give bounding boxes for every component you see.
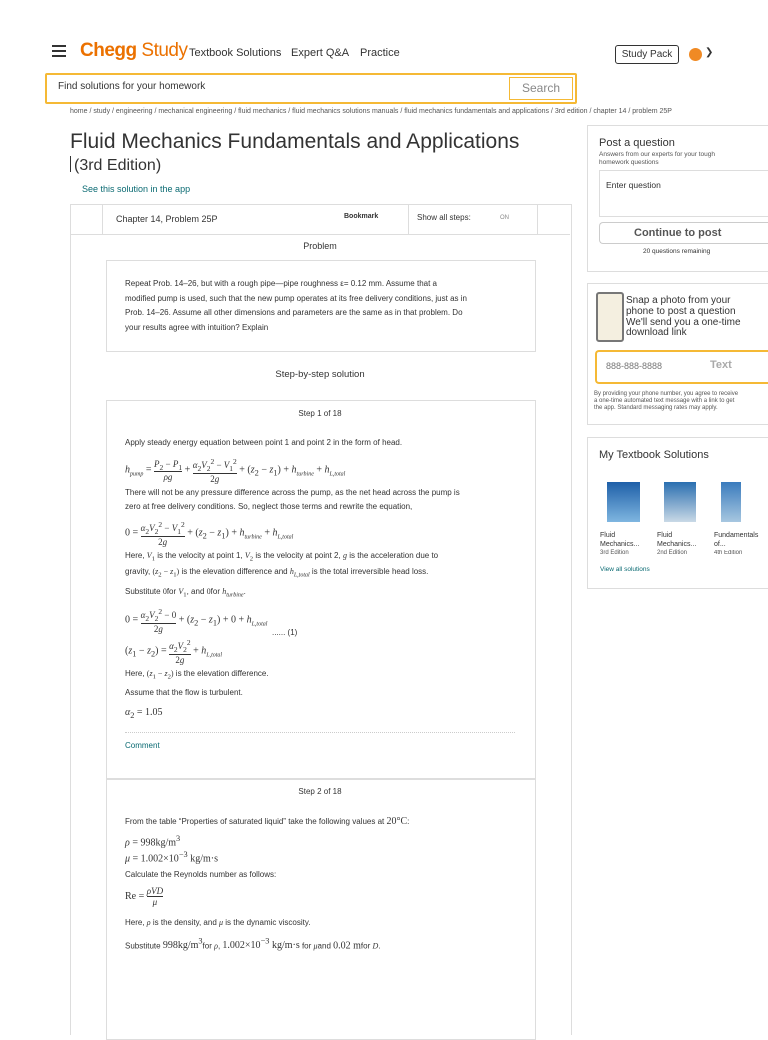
snap-text: download link (626, 327, 687, 338)
problem-text: Repeat Prob. 14–26, but with a rough pipe—pipe roughness ε= 0.12 mm. Assume that a modified pump is used, such that the new pump operates at its free delivery conditions, just as in Prob. 14–26. Assume all other dimensions and parameters are the same as in that problem. Do your results agree with intuition? Explain (125, 279, 467, 332)
nav-textbook-solutions[interactable]: Textbook Solutions (189, 47, 282, 59)
nav-expert-qa[interactable]: Expert Q&A (291, 47, 350, 59)
search-bar (45, 73, 577, 104)
equation: $h_{pump}$ = $\frac{P_2 - P_1}{\rho g}$ + $\frac{\alpha_2V_2^2 - V_1^2}{2g}$ + $(z_2 - z_1) + h_{turbine} + h_{L,total}$ (125, 457, 346, 484)
step-text: There will not be any pressure difference across the pump, as the net head across the pump is (125, 488, 460, 497)
page-title: Fluid Mechanics Fundamentals and Applications (70, 130, 520, 153)
comment-link[interactable]: Comment (125, 741, 160, 750)
post-title: Post a question (599, 137, 675, 149)
step-text: zero at free delivery conditions. So, neglect those terms and rewrite the equation, (125, 502, 413, 511)
continue-button[interactable]: Continue to post (599, 222, 768, 244)
study-pack-button[interactable]: Study Pack (615, 45, 679, 64)
book-cover[interactable] (664, 482, 696, 522)
equation: $\mu = 1.002\times 10^{-3}$ kg/m·s (125, 850, 218, 865)
step-text: Here, $V_1$ is the velocity at point 1, $V_2$ is the velocity at point 2, g is the acceleration due to (125, 551, 439, 563)
book-edition: 2nd Edition (657, 550, 688, 556)
snap-text: We'll send you a one-time (626, 317, 741, 328)
search-input[interactable] (56, 80, 500, 93)
app-link[interactable]: See this solution in the app (82, 184, 191, 194)
edition-label: (3rd Edition) (70, 156, 161, 175)
step-text: gravity, $(z_2 - z_1)$ is the elevation difference and $h_{L,total}$ is the total irreversible head loss. (125, 567, 429, 579)
post-subtitle: Answers from our experts for your tough (599, 151, 715, 158)
phone-field[interactable] (595, 350, 768, 384)
solution-header: Step-by-step solution (275, 369, 365, 380)
step-1-header: Step 1 of 18 (298, 409, 342, 418)
chapter-label: Chapter 14, Problem 25P (116, 214, 218, 224)
disclaimer: By providing your phone number, you agree to receive (594, 391, 739, 397)
equation: $(z_1 - z_2)$ = $\frac{\alpha_2V_2^2}{2g}$ + $h_{L,total}$ (125, 638, 223, 665)
disclaimer: a one-time automated text message with a link to get (594, 398, 735, 404)
step-text: Assume that the flow is turbulent. (125, 688, 243, 697)
breadcrumb[interactable]: home / study / engineering / mechanical engineering / fluid mechanics / fluid mechanics solutions manuals / fluid mechanics fundamentals and applications / 3rd edition / chapter 14 / problem 25P (70, 108, 672, 115)
step-text: Apply steady energy equation between point 1 and point 2 in the form of head. (125, 438, 403, 447)
show-steps-label: Show all steps: (417, 213, 471, 222)
book-title[interactable]: Fluid Mechanics... (600, 532, 640, 548)
disclaimer: the app. Standard messaging rates may apply. (594, 405, 718, 411)
bookmark-button[interactable]: Bookmark (344, 213, 379, 220)
show-steps-toggle[interactable]: ON (500, 215, 509, 221)
step-text: Here, ρ is the density, and μ is the dynamic viscosity. (125, 918, 311, 927)
book-edition: 4th Edition (714, 550, 743, 556)
step-text: Calculate the Reynolds number as follows: (125, 870, 277, 879)
step-text: Substitute 0for $V_1$, and 0for $h_{turbine}$. (125, 587, 246, 599)
equation: Re = ρVD μ (125, 886, 164, 907)
step-2-header: Step 2 of 18 (298, 787, 342, 796)
my-solutions-title: My Textbook Solutions (599, 449, 709, 461)
equation-label: ...... (1) (272, 628, 298, 637)
avatar[interactable] (689, 48, 702, 61)
equation: $\rho = 998kg/m^3$ (125, 834, 181, 849)
question-input-box[interactable] (599, 170, 768, 217)
step-text: Substitute $998kg/m^3for$ ρ, $1.002\times 10^{-3}$ kg/m·s for μand 0.02 mfor D. (125, 937, 381, 952)
nav-practice[interactable]: Practice (360, 47, 400, 59)
search-button[interactable]: Search (509, 77, 573, 100)
question-input[interactable]: Enter question (606, 180, 661, 190)
book-edition: 3rd Edition (600, 550, 629, 556)
view-all-link[interactable]: View all solutions (600, 566, 650, 573)
snap-text: Snap a photo from your (626, 295, 731, 306)
step-text: From the table “Properties of saturated liquid” take the following values at 20°C: (125, 816, 410, 827)
menu-icon[interactable] (52, 45, 66, 57)
book-cover[interactable] (607, 482, 640, 522)
questions-remaining: 20 questions remaining (643, 248, 711, 255)
book-title[interactable]: Fluid Mechanics... (657, 532, 697, 548)
equation: 0 = $\frac{\alpha_2V_2^2 - V_1^2}{2g}$ + $(z_2 - z_1) + h_{turbine} + h_{L,total}$ (125, 520, 294, 547)
phone-icon (596, 292, 624, 342)
book-title[interactable]: Fundamentals of... (714, 532, 759, 548)
step-text: Here, $(z_1 - z_2)$ is the elevation difference. (125, 669, 269, 681)
snap-text: phone to post a question (626, 306, 736, 317)
problem-header: Problem (303, 241, 337, 251)
chevron-down-icon[interactable]: ❯ (705, 47, 714, 58)
post-subtitle: homework questions (599, 159, 659, 166)
text-button[interactable]: Text (710, 359, 732, 371)
book-cover[interactable] (721, 482, 741, 522)
equation: 0 = $\frac{\alpha_2V_2^2 - 0}{2g}$ + $(z_2 - z_1) + 0 + h_{L,total}$ (125, 607, 268, 634)
equation: $\alpha_2 = 1.05$ (125, 707, 163, 720)
chegg-study-logo[interactable]: Chegg Study (80, 40, 188, 61)
phone-input[interactable]: 888-888-8888 (606, 361, 663, 371)
